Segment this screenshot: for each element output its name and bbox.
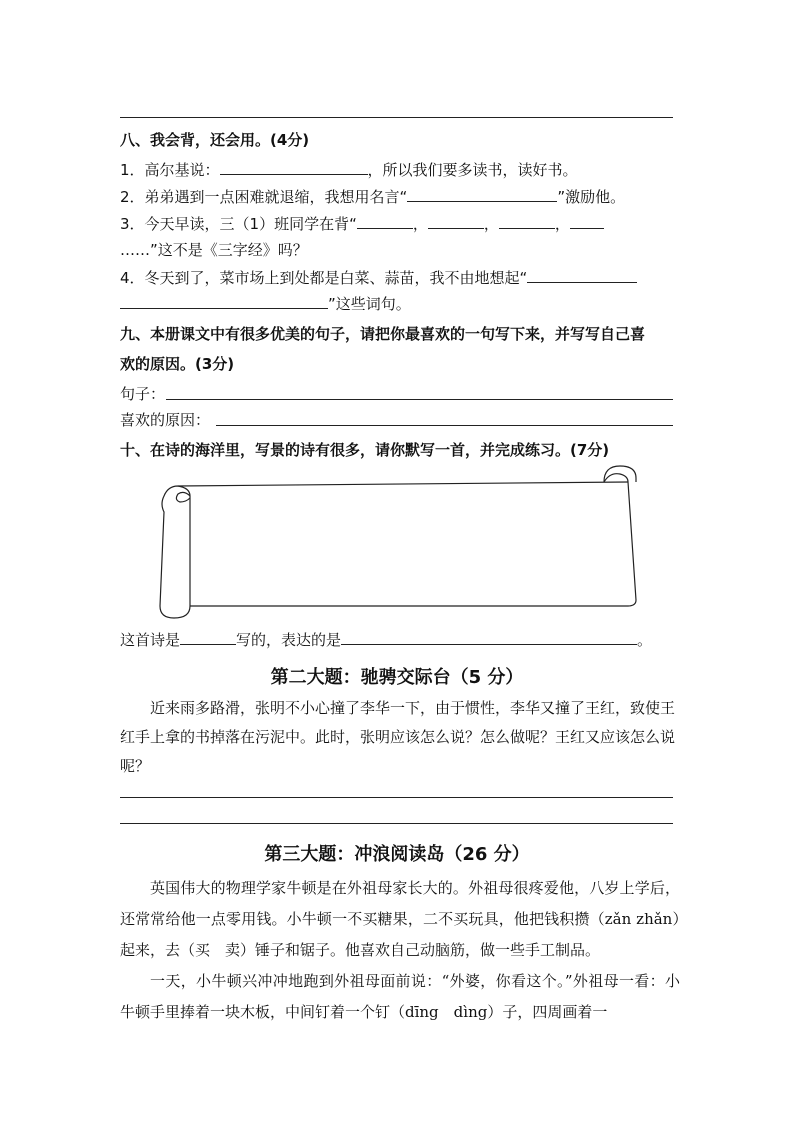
q8-item3-blank-2[interactable]	[428, 214, 484, 229]
section-2-answer-line-2[interactable]	[120, 823, 673, 824]
q8-item-4	[120, 268, 637, 288]
q8-item3-sep-1: ，	[412, 215, 428, 233]
q10-heading: 十、在诗的海洋里，写景的诗有很多，请你默写一首，并完成练习。(7分)	[120, 441, 610, 459]
section-2-answer-line-1[interactable]	[120, 797, 673, 798]
q8-item-3-cont: ……”这不是《三字经》吗？	[120, 241, 308, 259]
top-rule	[120, 117, 673, 118]
q8-item3-blank-1[interactable]	[357, 214, 413, 229]
q8-item4-suffix: ”这些词句。	[328, 295, 411, 313]
q8-item4-blank-b[interactable]	[120, 294, 328, 309]
q8-item4-prefix: 4．冬天到了，菜市场上到处都是白菜、蒜苗，我不由地想起“	[120, 269, 528, 287]
q8-item4-blank-a[interactable]	[527, 268, 637, 283]
q9-heading-line2: 欢的原因。(3分)	[120, 355, 235, 373]
q8-item-2	[120, 187, 625, 207]
q8-heading: 八、我会背，还会用。(4分)	[120, 131, 310, 149]
q9-heading-line1: 九、本册课文中有很多优美的句子，请把你最喜欢的一句写下来，并写写自己喜	[120, 325, 646, 343]
q9-reason-label: 喜欢的原因：	[120, 411, 211, 429]
q8-item3-sep-3: ，	[554, 215, 570, 233]
poem-scroll-frame[interactable]	[150, 460, 645, 620]
q9-sentence-blank[interactable]	[166, 399, 673, 400]
reading-paragraph-1: 英国伟大的物理学家牛顿是在外祖母家长大的。外祖母很疼爱他，八岁上学后，还常常给他一点零用钱。小牛顿一不买糖果，二不买玩具，他把钱积攒（zǎn zhǎn）起来，去（买 卖）锤子和锯子。他喜欢自己动脑筋，做一些手工制品。	[120, 879, 680, 959]
q8-item3-blank-3[interactable]	[499, 214, 555, 229]
q9-reason-row	[120, 410, 210, 430]
q10-poet-blank[interactable]	[180, 630, 236, 645]
q8-item-4-cont	[120, 294, 411, 314]
section-2-text: 近来雨多路滑，张明不小心撞了李华一下，由于惯性，李华又撞了王红，致使王红手上拿的书掉落在污泥中。此时，张明应该怎么说？怎么做呢？王红又应该怎么说呢？	[120, 699, 676, 775]
q8-item3-sep-2: ，	[483, 215, 499, 233]
q8-item3-blank-4[interactable]	[570, 214, 604, 229]
q10-follow-up	[120, 630, 652, 650]
q8-item3-prefix: 3．今天早读，三（1）班同学在背“	[120, 215, 357, 233]
q9-sentence-row	[120, 384, 165, 404]
q8-item-1	[120, 160, 578, 180]
q10-follow-middle: 写的，表达的是	[236, 631, 342, 649]
reading-paragraph-2: 一天，小牛顿兴冲冲地跑到外祖母面前说：“外婆，你看这个。”外祖母一看：小牛顿手里捧着一块木板，中间钉着一个钉（dīng dìng）子，四周画着一	[120, 972, 680, 1021]
q8-item-3	[120, 214, 604, 234]
q8-item1-blank[interactable]	[220, 160, 368, 175]
q8-item2-prefix: 2．弟弟遇到一点困难就退缩，我想用名言“	[120, 188, 408, 206]
section-2-title: 第二大题：驰骋交际台（5 分）	[270, 667, 524, 688]
q10-follow-end: 。	[637, 631, 653, 649]
q9-reason-blank[interactable]	[216, 425, 673, 426]
q10-meaning-blank[interactable]	[341, 630, 637, 645]
q8-item1-prefix: 1．高尔基说：	[120, 161, 220, 179]
q10-follow-prefix: 这首诗是	[120, 631, 181, 649]
q8-item1-suffix: ，所以我们要多读书，读好书。	[367, 161, 578, 179]
q9-sentence-label: 句子：	[120, 385, 166, 403]
section-3-title: 第三大题：冲浪阅读岛（26 分）	[264, 844, 530, 865]
q8-item2-suffix: ”激励他。	[557, 188, 626, 206]
q8-item2-blank[interactable]	[407, 187, 557, 202]
